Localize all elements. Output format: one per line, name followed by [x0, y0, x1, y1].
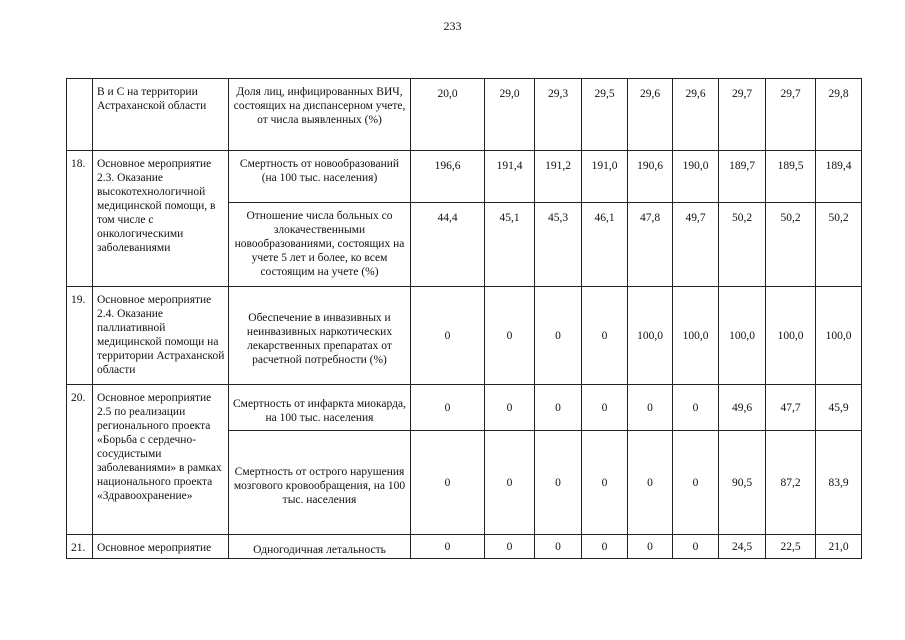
- indicator-cell: Смертность от острого нарушения мозгового кровообращения, на 100 тыс. населения: [229, 431, 411, 535]
- value-cell: 0: [485, 385, 535, 431]
- value-cell: 100,0: [766, 287, 816, 385]
- value-cell: 44,4: [411, 203, 485, 287]
- value-cell: 83,9: [816, 431, 862, 535]
- indicator-cell: Смертность от инфаркта миокарда, на 100 тыс. населения: [229, 385, 411, 431]
- value-cell: 45,3: [535, 203, 582, 287]
- value-cell: 29,7: [719, 79, 766, 151]
- program-cell: Основное мероприятие: [93, 535, 229, 559]
- indicator-cell: Одногодичная летальность: [229, 535, 411, 559]
- value-cell: 24,5: [719, 535, 766, 559]
- page-number: 233: [443, 19, 462, 33]
- value-cell: 87,2: [766, 431, 816, 535]
- value-cell: 0: [673, 385, 719, 431]
- value-cell: 0: [582, 431, 628, 535]
- value-cell: 0: [673, 431, 719, 535]
- value-cell: 191,4: [485, 151, 535, 203]
- value-cell: 29,5: [582, 79, 628, 151]
- program-cell: В и С на территории Астраханской области: [93, 79, 229, 151]
- row-index: [67, 79, 93, 151]
- value-cell: 100,0: [673, 287, 719, 385]
- value-cell: 45,9: [816, 385, 862, 431]
- indicator-cell: Отношение числа больных со злокачественными новообразованиями, состоящих на учете 5 лет и более, ко всем состоящим на учете (%): [229, 203, 411, 287]
- value-cell: 190,6: [628, 151, 673, 203]
- value-cell: 0: [582, 385, 628, 431]
- program-cell: Основное мероприятие 2.5 по реализации регионального проекта «Борьба с сердечно-сосудистыми заболеваниями» в рамках национального проекта «Здравоохранение»: [93, 385, 229, 535]
- value-cell: 191,2: [535, 151, 582, 203]
- value-cell: 0: [535, 287, 582, 385]
- value-cell: 0: [582, 535, 628, 559]
- value-cell: 100,0: [628, 287, 673, 385]
- value-cell: 0: [411, 431, 485, 535]
- value-cell: 49,7: [673, 203, 719, 287]
- indicator-cell: Смертность от новообразований (на 100 тыс. населения): [229, 151, 411, 203]
- table-row: [67, 151, 862, 203]
- table-row: [67, 385, 862, 431]
- value-cell: 0: [485, 535, 535, 559]
- value-cell: 189,5: [766, 151, 816, 203]
- indicator-cell: Доля лиц, инфицированных ВИЧ, состоящих на диспансерном учете, от числа выявленных (%): [229, 79, 411, 151]
- value-cell: 50,2: [766, 203, 816, 287]
- value-cell: 29,6: [673, 79, 719, 151]
- value-cell: 29,6: [628, 79, 673, 151]
- table-row: [67, 79, 862, 151]
- value-cell: 22,5: [766, 535, 816, 559]
- program-cell: Основное мероприятие 2.3. Оказание высокотехнологичной медицинской помощи, в том числе с онкологическими заболеваниями: [93, 151, 229, 287]
- value-cell: 0: [535, 385, 582, 431]
- row-index: 18.: [67, 151, 93, 287]
- value-cell: 49,6: [719, 385, 766, 431]
- value-cell: 29,8: [816, 79, 862, 151]
- value-cell: 47,8: [628, 203, 673, 287]
- table-row: [67, 287, 862, 385]
- indicators-table: [66, 78, 862, 559]
- value-cell: 47,7: [766, 385, 816, 431]
- value-cell: 191,0: [582, 151, 628, 203]
- value-cell: 90,5: [719, 431, 766, 535]
- value-cell: 196,6: [411, 151, 485, 203]
- value-cell: 21,0: [816, 535, 862, 559]
- indicator-cell: Обеспечение в инвазивных и неинвазивных наркотических лекарственных препаратах от расчетной потребности (%): [229, 287, 411, 385]
- value-cell: 46,1: [582, 203, 628, 287]
- row-index: 21.: [67, 535, 93, 559]
- value-cell: 100,0: [816, 287, 862, 385]
- row-index: 19.: [67, 287, 93, 385]
- value-cell: 0: [411, 535, 485, 559]
- value-cell: 0: [628, 385, 673, 431]
- value-cell: 50,2: [816, 203, 862, 287]
- value-cell: 50,2: [719, 203, 766, 287]
- value-cell: 29,7: [766, 79, 816, 151]
- row-index: 20.: [67, 385, 93, 535]
- value-cell: 29,0: [485, 79, 535, 151]
- value-cell: 189,4: [816, 151, 862, 203]
- value-cell: 190,0: [673, 151, 719, 203]
- value-cell: 0: [411, 385, 485, 431]
- value-cell: 0: [582, 287, 628, 385]
- value-cell: 189,7: [719, 151, 766, 203]
- program-cell: Основное мероприятие 2.4. Оказание паллиативной медицинской помощи на территории Астраханской области: [93, 287, 229, 385]
- value-cell: 45,1: [485, 203, 535, 287]
- value-cell: 100,0: [719, 287, 766, 385]
- value-cell: 0: [485, 431, 535, 535]
- value-cell: 0: [628, 535, 673, 559]
- value-cell: 0: [628, 431, 673, 535]
- value-cell: 0: [535, 431, 582, 535]
- value-cell: 0: [485, 287, 535, 385]
- table-row: [67, 535, 862, 559]
- value-cell: 0: [411, 287, 485, 385]
- value-cell: 0: [673, 535, 719, 559]
- value-cell: 20,0: [411, 79, 485, 151]
- value-cell: 0: [535, 535, 582, 559]
- value-cell: 29,3: [535, 79, 582, 151]
